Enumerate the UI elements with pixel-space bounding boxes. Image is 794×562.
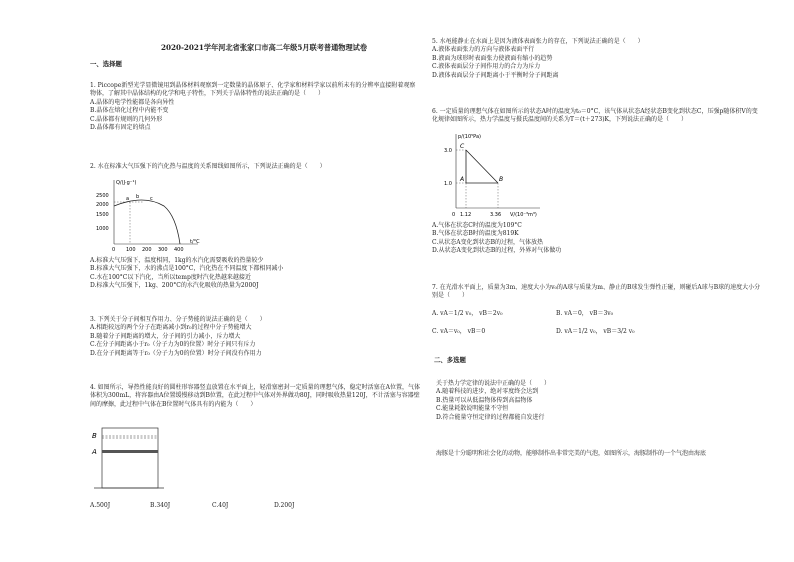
option: B.液面为球形时表面张力使液面有缩小的趋势 xyxy=(432,54,553,62)
question-6 xyxy=(432,108,762,125)
question-stem: 3. 下列关于分子间相互作用力、分子势能的说法正确的是（ ） xyxy=(90,316,266,323)
question-8 xyxy=(436,380,550,422)
page-title: 2020-2021学年河北省张家口市高二年级5月联考普通物理试卷 xyxy=(160,43,368,52)
option: B. vA＝0， vB＝3v₀ xyxy=(556,310,614,317)
option: A.标准大气压强下，温度相同，1kg的水汽化需要吸收的热量较少 xyxy=(90,257,264,264)
y-axis-label: p/(10⁵Pa) xyxy=(458,134,481,140)
process-cb xyxy=(466,150,498,183)
piston xyxy=(102,450,158,453)
option: B.标准大气压强下，水的沸点是100°C，汽化热在不同温度下都相同减小 xyxy=(90,265,284,273)
option: B.340J xyxy=(150,502,171,509)
option: C.能量耗散说明能量不守恒 xyxy=(436,405,509,413)
section-heading: 一、选择题 xyxy=(90,60,122,68)
question-4 xyxy=(90,384,420,409)
option: C.40J xyxy=(212,502,229,509)
question-2 xyxy=(90,163,420,171)
option: B.热量可以从低温物体传到高温物体 xyxy=(436,396,533,404)
question-stem: 关于热力学定律的说法中正确的是（ ） xyxy=(436,380,551,387)
option: B.晶体在熔化过程中内能不变 xyxy=(90,107,169,115)
question-6-options xyxy=(432,222,561,256)
cylinder xyxy=(102,428,158,488)
point-label-c: c xyxy=(150,196,153,202)
y-tick-label: 1500 xyxy=(96,212,109,218)
question-stem: 4. 如图所示，导热性能良好的圆柱形容器竖直放置在水平面上，轻滑塞密封一定质量的理想气体，稳定时活塞在A位置，气体体积为300mL，将容器由A位置缓慢移动到B位置，在此过程中气体对外界做功80J，同时吸收热量120J，不计活塞与容器壁间的摩擦，此过程中气体在B位置时气体具有的内能为（ ） xyxy=(90,384,420,408)
option: C. vA＝v₀， vB＝0 xyxy=(432,328,486,335)
option: D.标准大气压强下，1kg、200°C的水汽化吸收的热量为2000J xyxy=(90,282,259,290)
x-tick-label: 0 xyxy=(452,212,456,218)
y-axis-label: Q/(J·g⁻¹) xyxy=(116,180,137,186)
question-3 xyxy=(90,316,266,358)
option: B.气体在状态B时的温度为819K xyxy=(432,230,519,238)
option: A. vA＝1/2 v₀， vB＝2v₀ xyxy=(432,310,503,317)
pv-chart xyxy=(436,130,546,220)
heat-curve xyxy=(114,200,180,244)
option: A.晶体的电学性能都是各向异性 xyxy=(90,98,175,106)
y-tick-label: 2000 xyxy=(96,202,109,208)
question-stem: 1. Piccope新型光学显微镜用到晶体材料观察到一定数量的晶体原子、化学家和材料学家以前所未有的分辨率直接附着观察物体，了解其中晶体结构的化学和电子特性，下列关于晶体特性的说法正确的是（ ） xyxy=(90,82,416,98)
x-tick-label: 200 xyxy=(142,247,152,252)
x-tick-label: 300 xyxy=(158,247,168,252)
question-9 xyxy=(436,450,786,458)
option: D.晶体都有固定的熔点 xyxy=(90,124,151,132)
x-tick-label: 0 xyxy=(112,247,116,252)
option: D. vA＝1/2 v₀， vB＝3/2 v₀ xyxy=(556,328,635,335)
question-1 xyxy=(90,82,420,132)
question-stem: 6. 一定质量的理想气体在如图所示的状态A时的温度为t₀＝0°C，该气体从状态A经状态B变化到状态C，压强p随体积V的变化规律如图所示，热力学温度与摄氏温度间的关系为T＝(t＋273)K，下列说法正确的是（ ） xyxy=(432,108,758,124)
cylinder-diagram xyxy=(90,424,166,492)
question-stem: 7. 在光滑水平面上，质量为3m、速度大小为v₀的A球与质量为m、静止的B球发生弹性正碰，则碰后A球与B球的速度大小分别是（ ） xyxy=(432,284,761,300)
option: D.液体表面层分子间距离小于平衡时分子间距离 xyxy=(432,71,559,79)
x-axis-label: V/(10⁻³m³) xyxy=(510,212,537,218)
point-label-c: C xyxy=(460,143,465,150)
option: D.在分子间距离等于r₀（分子力为0的位置）时分子间没有作用力 xyxy=(90,349,262,357)
latent-heat-chart xyxy=(94,176,204,252)
option: C.水在100°C以下汽化，当所以temp度时汽化热越来越接近 xyxy=(90,273,251,281)
question-7 xyxy=(432,284,762,301)
y-tick-label: 2500 xyxy=(96,193,109,199)
option: B.随着分子间距离的增大，分子间的引力减小，斥力增大 xyxy=(90,332,241,340)
option: D.符合能量守恒定律的过程都能自发进行 xyxy=(436,413,545,421)
option: A.液体表面张力的方向与液体表面平行 xyxy=(432,46,535,54)
question-stem: 海豚是十分聪明和社会化的动物，能够制作出非常完美的气泡，如图所示，海豚制作的一个气泡由海底 xyxy=(436,450,707,457)
option: C.从状态A变化到状态B的过程，气体放热 xyxy=(432,238,544,246)
option: A.500J xyxy=(90,502,111,509)
option: D.200J xyxy=(274,502,295,509)
x-tick-label: 100 xyxy=(126,247,136,252)
label-a: A xyxy=(92,448,97,456)
label-b: B xyxy=(92,432,97,440)
x-axis-label: t/°C xyxy=(190,239,200,245)
point-label-b: B xyxy=(499,176,504,183)
y-tick-label: 1000 xyxy=(96,226,109,232)
option: C.在分子间距离小于r₀（分子力为0的位置）时分子间只有斥力 xyxy=(90,341,256,349)
question-stem: 2. 水在标准大气压强下的汽化热与温度的关系图线如图所示，下列说法正确的是（ ） xyxy=(90,163,326,170)
question-stem: 5. 水黾能静止在水面上是因为液体表面张力的存在，下列说法正确的是（ ） xyxy=(432,38,644,45)
y-tick-label: 3.0 xyxy=(444,148,452,154)
option: A.随着科技的进步，绝对零度终会达到 xyxy=(436,388,539,396)
point-label-a: A xyxy=(460,176,465,183)
question-5 xyxy=(432,38,762,80)
point-label-b: b xyxy=(136,194,140,200)
question-2-options xyxy=(90,257,283,291)
point-label-a: a xyxy=(126,196,130,202)
x-tick-label: 3.36 xyxy=(490,212,502,218)
section-heading: 二、多选题 xyxy=(434,356,466,364)
x-tick-label: 400 xyxy=(174,247,184,252)
y-tick-label: 1.0 xyxy=(444,181,452,187)
option: C.晶体都有规则的几何外形 xyxy=(90,115,163,123)
option: A.气体在状态C时的温度为109°C xyxy=(432,222,522,229)
question-7-options xyxy=(432,310,762,340)
option: D.从状态A变化到状态B的过程，外界对气体做功 xyxy=(432,247,562,255)
option: A.相距较远的两个分子在距离减小到r₀的过程中分子势能增大 xyxy=(90,324,252,332)
option: C.液体表面层分子间作用力的合力为斥力 xyxy=(432,63,541,71)
x-tick-label: 1.12 xyxy=(460,212,472,218)
